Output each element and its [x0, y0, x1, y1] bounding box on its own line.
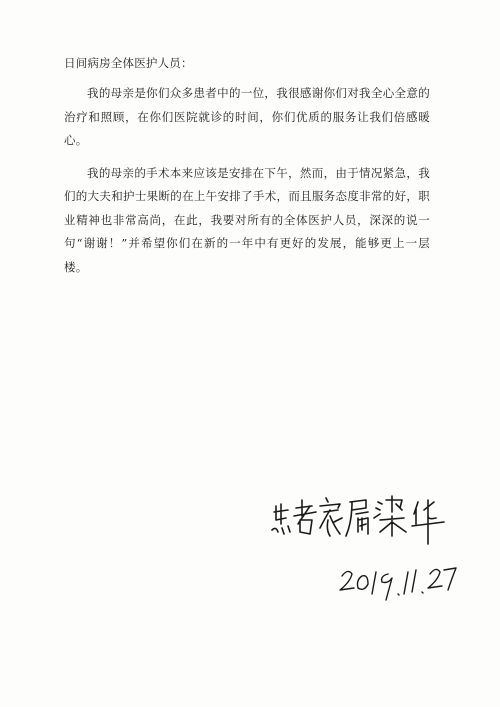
letter-body — [64, 52, 430, 288]
letter-paragraph-1: 我的母亲是你们众多患者中的一位，我很感谢你们对我全心全意的治疗和照顾，在你们医院就诊的时间，你们优质的服务让我们倍感暖心。 — [64, 86, 430, 147]
signature-date-strokes — [340, 568, 456, 600]
handwritten-signature — [268, 490, 468, 620]
letter-salutation: 日间病房全体医护人员： — [64, 56, 193, 70]
letter-paragraph-2: 我的母亲的手术本来应该是安排在下午，然而，由于情况紧急，我们的大夫和护士果断的在上午安排了手术，而且服务态度非常的好，职业精神也非常高尚，在此，我要对所有的全体医护人员，深深的说一句“谢谢！”并希望你们在新的一年中有更好的发展，能够更上一层楼。 — [64, 165, 430, 274]
signature-name-strokes — [272, 496, 444, 544]
